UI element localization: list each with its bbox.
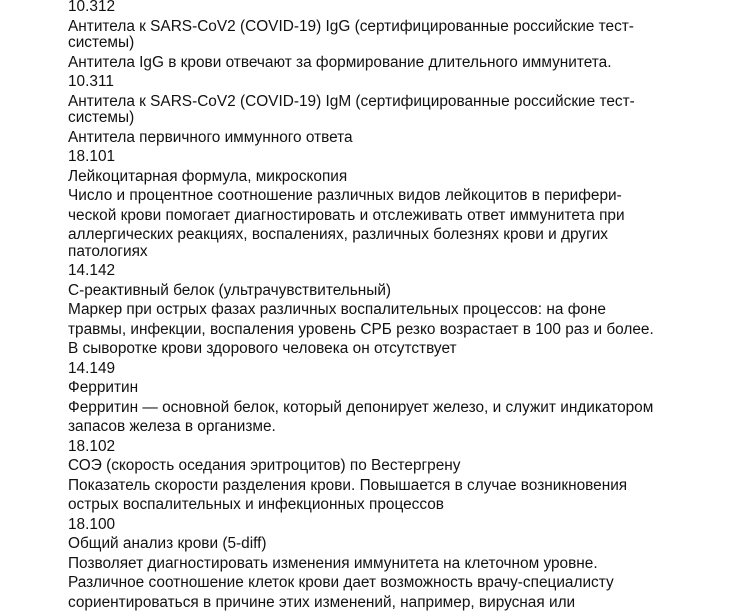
- test-entry: [68, 515, 738, 612]
- test-code: 10.312: [68, 0, 738, 17]
- test-description-line: ческой крови помогает диагностировать и отслеживать ответ иммунитета при: [68, 206, 738, 226]
- test-description-line: В сыворотке крови здорового человека он отсутствует: [68, 339, 738, 359]
- test-name-line: системы): [68, 108, 738, 128]
- test-description-line: Антитела первичного иммунного ответа: [68, 128, 738, 148]
- test-code: 18.101: [68, 147, 738, 167]
- test-entry: [68, 437, 738, 515]
- test-description-line: Различное соотношение клеток крови дает возможность врачу-специалисту: [68, 573, 738, 593]
- test-description-line: патологиях: [68, 242, 738, 262]
- test-description-line: сориентироваться в причине этих изменений, например, вирусная или: [68, 593, 738, 612]
- test-name-line: Лейкоцитарная формула, микроскопия: [68, 167, 738, 187]
- test-name-line: СОЭ (скорость оседания эритроцитов) по Вестергрену: [68, 456, 738, 476]
- test-description-line: травмы, инфекции, воспаления уровень СРБ резко возрастает в 100 раз и более.: [68, 320, 738, 340]
- test-description-line: Маркер при острых фазах различных воспалительных процессов: на фоне: [68, 300, 738, 320]
- test-description-line: аллергических реакциях, воспалениях, различных болезнях крови и других: [68, 225, 738, 245]
- test-code: 18.100: [68, 515, 738, 535]
- test-name-line: Ферритин: [68, 378, 738, 398]
- test-description-line: Ферритин — основной белок, который депонирует железо, и служит индикатором: [68, 398, 738, 418]
- test-code: 14.149: [68, 359, 738, 379]
- test-description-line: Число и процентное соотношение различных видов лейкоцитов в перифери-: [68, 186, 738, 206]
- test-entry: [68, 359, 738, 437]
- test-entry: [68, 261, 738, 359]
- test-description-line: Позволяет диагностировать изменения иммунитета на клеточном уровне.: [68, 554, 738, 574]
- test-entry: [68, 0, 738, 72]
- test-name-line: Антитела к SARS-CoV2 (COVID-19) IgM (сертифицированные российские тест-: [68, 92, 738, 112]
- test-description-line: Антитела IgG в крови отвечают за формирование длительного иммунитета.: [68, 53, 738, 73]
- test-name-line: Общий анализ крови (5-diff): [68, 534, 738, 554]
- test-code: 18.102: [68, 437, 738, 457]
- test-description-line: Показатель скорости разделения крови. Повышается в случае возникновения: [68, 476, 738, 496]
- test-name-line: С-реактивный белок (ультрачувствительный): [68, 281, 738, 301]
- test-description-line: запасов железа в организме.: [68, 417, 738, 437]
- test-code: 10.311: [68, 72, 738, 92]
- test-name-line: Антитела к SARS-CoV2 (COVID-19) IgG (сертифицированные российские тест-: [68, 17, 738, 37]
- test-entry: [68, 147, 738, 261]
- test-code: 14.142: [68, 261, 738, 281]
- test-name-line: системы): [68, 33, 738, 53]
- test-entry: [68, 72, 738, 147]
- test-description-line: острых воспалительных и инфекционных процессов: [68, 495, 738, 515]
- document-page: [68, 0, 738, 612]
